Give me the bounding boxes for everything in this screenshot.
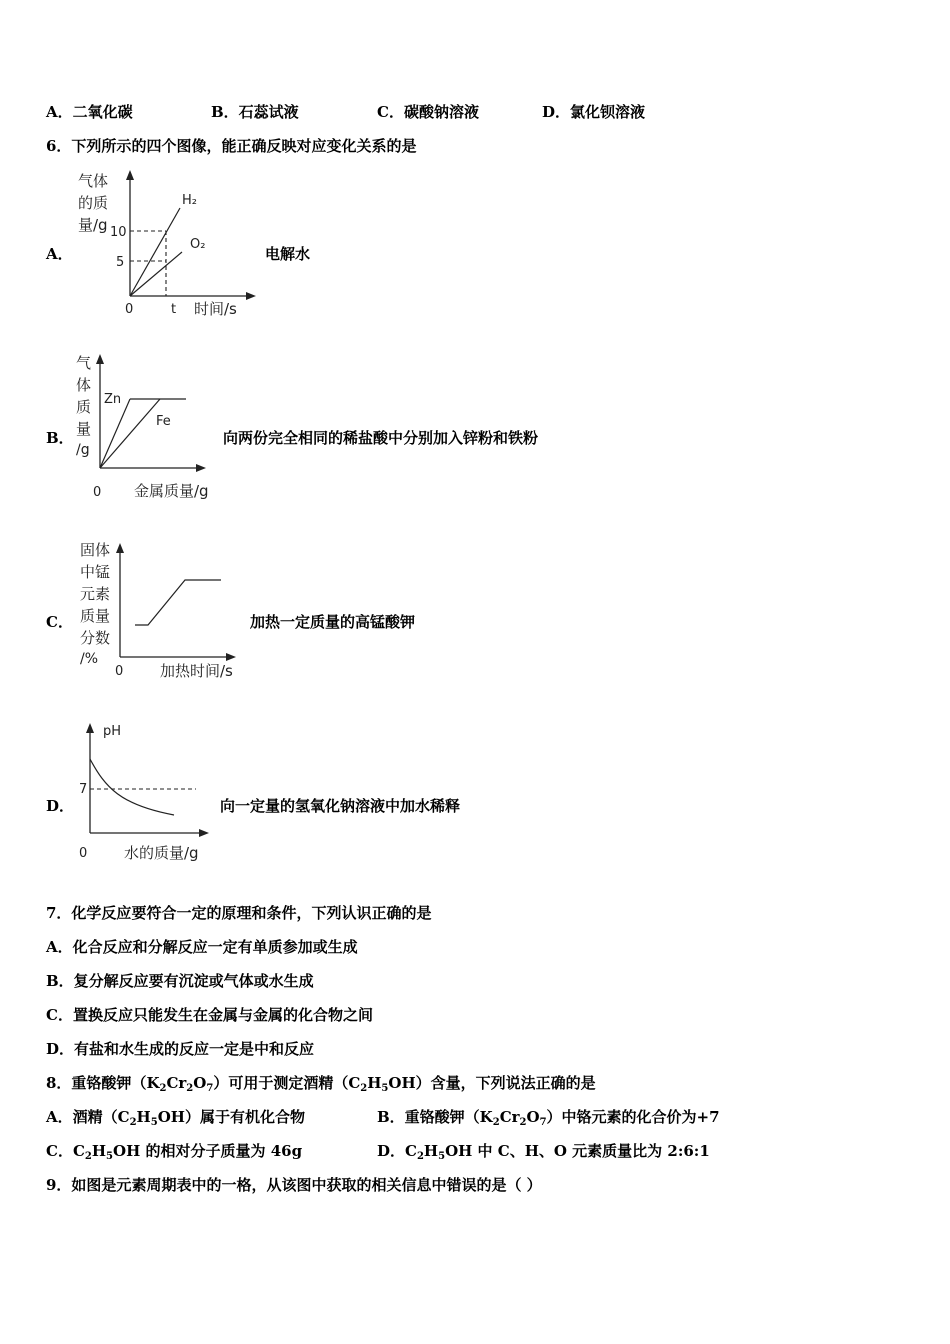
q8-option-a: A．酒精$(C_2H_5OH)$属于有机化合物 — [46, 1108, 305, 1128]
q6-option-b-caption: 向两份完全相同的稀盐酸中分别加入锌粉和铁粉 — [223, 429, 539, 447]
graph-b-line-zn — [100, 399, 130, 468]
q6-option-d-letter: D． — [46, 797, 75, 815]
graph-c-xlabel: 加热时间/s — [160, 662, 233, 680]
graph-c-x-arrow — [226, 653, 236, 661]
q6-option-d-caption: 向一定量的氢氧化钠溶液中加水稀释 — [220, 797, 461, 815]
graph-d-x-arrow — [199, 829, 209, 837]
graph-d-xlabel: 水的质量/g — [124, 844, 199, 862]
graph-b-label-fe: Fe — [156, 414, 171, 429]
graph-b-label-zn: Zn — [104, 392, 122, 407]
graph-d-ylabel: pH — [103, 724, 122, 739]
q6-stem: 6．下列所示的四个图像，能正确反映对应变化关系的是 — [46, 137, 417, 155]
graph-a-label-h2: H₂ — [182, 193, 197, 208]
q5-option-a: A．二氧化碳 — [46, 103, 133, 121]
graph-a — [70, 168, 270, 328]
q6-option-c-caption: 加热一定质量的高锰酸钾 — [250, 613, 416, 631]
graph-b-ylabel-4: 量 — [76, 420, 92, 438]
graph-a-xtick-t: t — [171, 302, 177, 317]
graph-c-line — [135, 580, 221, 625]
graph-a-xtick-0: 0 — [125, 302, 134, 317]
q6-option-c-letter: C． — [46, 613, 73, 631]
graph-c-y-arrow — [116, 543, 124, 553]
q8-option-d: D．$C_2H_5OH$ 中 C、H、O 元素质量比为 2:6:1 — [377, 1142, 710, 1162]
graph-c-ylabel-3: 元素 — [80, 585, 111, 603]
graph-c-ylabel-5: 分数 — [80, 629, 111, 647]
q7-option-b: B．复分解反应要有沉淀或气体或水生成 — [46, 972, 314, 990]
graph-d-curve — [90, 759, 174, 815]
graph-c-ylabel-1: 固体 — [80, 541, 111, 559]
graph-b-ylabel-1: 气 — [76, 354, 92, 372]
q6-option-a-caption: 电解水 — [265, 245, 311, 263]
q5-option-c: C．碳酸钠溶液 — [377, 103, 479, 121]
graph-c-ylabel-4: 质量 — [80, 607, 111, 625]
graph-b-y-arrow — [96, 354, 104, 364]
graph-c-ylabel-2: 中锰 — [80, 563, 111, 581]
graph-a-y-arrow — [126, 170, 134, 180]
graph-a-label-o2: O₂ — [190, 237, 206, 252]
q8-stem: 8．重铬酸钾$(K_2Cr_2O_7)$可用于测定酒精$(C_2H_5OH)$含量，下列说法正确的是 — [46, 1074, 596, 1094]
graph-a-line-o2 — [130, 252, 182, 296]
graph-b-xtick-0: 0 — [93, 485, 102, 500]
graph-b-ylabel-5: /g — [76, 442, 90, 458]
graph-d-ytick-7: 7 — [79, 782, 88, 797]
graph-a-ylabel-2: 的质 — [78, 194, 109, 212]
graph-a-line-h2 — [130, 208, 180, 296]
q5-option-b: B．石蕊试液 — [211, 103, 299, 121]
graph-a-ylabel-1: 气体 — [78, 172, 109, 190]
q5-option-d: D．氯化钡溶液 — [542, 103, 646, 121]
graph-b-x-arrow — [196, 464, 206, 472]
q9-stem: 9．如图是元素周期表中的一格，从该图中获取的相关信息中错误的是（ ） — [46, 1176, 542, 1194]
graph-a-ylabel-3: 量/g — [78, 216, 108, 234]
graph-c-ylabel-6: /% — [80, 651, 99, 667]
graph-c-xtick-0: 0 — [115, 664, 124, 679]
graph-b-ylabel-3: 质 — [76, 398, 92, 416]
q6-option-a-letter: A． — [46, 245, 73, 263]
graph-b-line-fe — [100, 399, 160, 468]
graph-b — [70, 350, 230, 505]
graph-d-y-arrow — [86, 723, 94, 733]
graph-d — [70, 717, 230, 867]
q7-stem: 7．化学反应要符合一定的原理和条件，下列认识正确的是 — [46, 904, 432, 922]
graph-b-xlabel: 金属质量/g — [134, 482, 209, 500]
q8-option-c: C．$C_2H_5OH$ 的相对分子质量为 46g — [46, 1142, 303, 1162]
graph-b-ylabel-2: 体 — [76, 376, 92, 394]
q6-option-b-letter: B． — [46, 429, 74, 447]
graph-a-xlabel: 时间/s — [194, 300, 237, 318]
graph-c — [70, 537, 250, 687]
q7-option-c: C．置换反应只能发生在金属与金属的化合物之间 — [46, 1006, 373, 1024]
graph-a-ytick-10: 10 — [110, 225, 127, 240]
graph-a-ytick-5: 5 — [116, 255, 125, 270]
q8-option-b: B．重铬酸钾$(K_2Cr_2O_7)$中铬元素的化合价为+7 — [377, 1108, 720, 1128]
graph-a-x-arrow — [246, 292, 256, 300]
q7-option-d: D．有盐和水生成的反应一定是中和反应 — [46, 1040, 315, 1058]
graph-d-xtick-0: 0 — [79, 846, 88, 861]
q7-option-a: A．化合反应和分解反应一定有单质参加或生成 — [46, 938, 358, 956]
